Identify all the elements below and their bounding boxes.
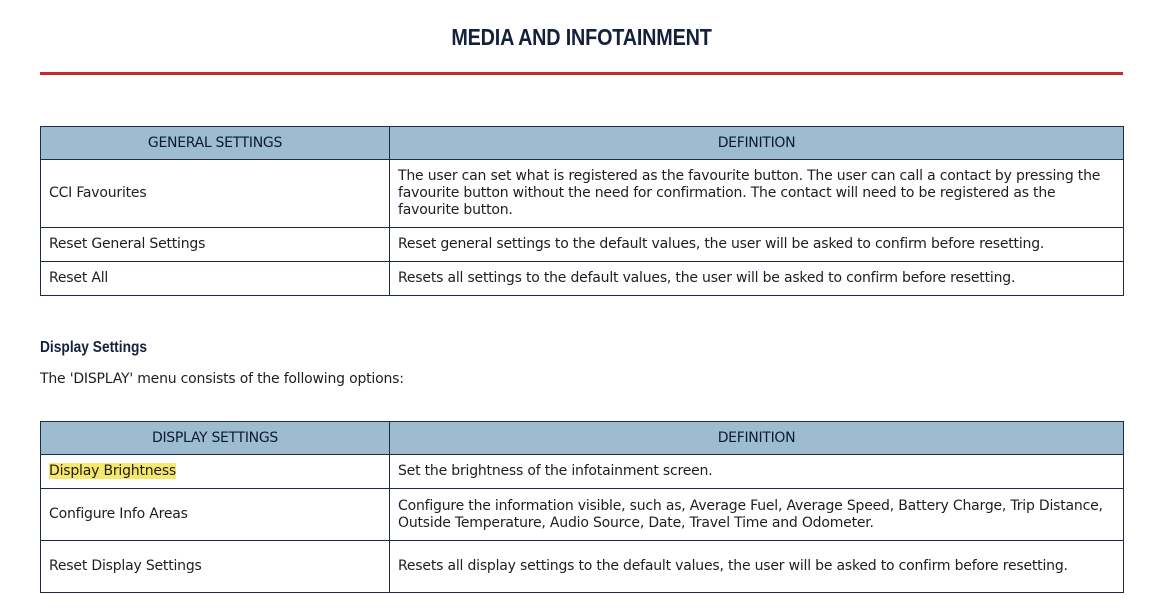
setting-definition: Resets all display settings to the default values, the user will be asked to confirm before resetting. <box>390 541 1124 593</box>
setting-definition: The user can set what is registered as the favourite button. The user can call a contact by pressing the favourite button without the need for confirmation. The contact will need to be registered as the favourite button. <box>390 160 1124 228</box>
setting-name: Configure Info Areas <box>41 489 390 541</box>
column-header-setting: DISPLAY SETTINGS <box>41 422 390 455</box>
title-divider <box>40 72 1123 75</box>
setting-name <box>41 455 390 489</box>
general-settings-table <box>40 126 1124 296</box>
column-header-setting: GENERAL SETTINGS <box>41 127 390 160</box>
table-row <box>41 489 1124 541</box>
table-row <box>41 455 1124 489</box>
column-header-definition: DEFINITION <box>390 127 1124 160</box>
section-intro-text: The 'DISPLAY' menu consists of the following options: <box>40 371 404 387</box>
page-title: MEDIA AND INFOTAINMENT <box>451 24 712 50</box>
setting-definition: Set the brightness of the infotainment screen. <box>390 455 1124 489</box>
highlighted-setting-name: Display Brightness <box>49 463 177 479</box>
setting-name: Reset All <box>41 262 390 296</box>
column-header-definition: DEFINITION <box>390 422 1124 455</box>
display-settings-table <box>40 421 1124 593</box>
setting-name: CCI Favourites <box>41 160 390 228</box>
setting-definition: Configure the information visible, such as, Average Fuel, Average Speed, Battery Charge, Trip Distance, Outside Temperature, Audio Source, Date, Travel Time and Odometer. <box>390 489 1124 541</box>
table-row <box>41 262 1124 296</box>
table-header-row <box>41 422 1124 455</box>
table-row <box>41 541 1124 593</box>
setting-definition: Reset general settings to the default values, the user will be asked to confirm before resetting. <box>390 228 1124 262</box>
setting-name: Reset Display Settings <box>41 541 390 593</box>
setting-definition: Resets all settings to the default values, the user will be asked to confirm before resetting. <box>390 262 1124 296</box>
table-row <box>41 160 1124 228</box>
section-heading-display-settings: Display Settings <box>40 339 148 356</box>
page-header <box>40 0 1123 76</box>
setting-name: Reset General Settings <box>41 228 390 262</box>
table-header-row <box>41 127 1124 160</box>
table-row <box>41 228 1124 262</box>
